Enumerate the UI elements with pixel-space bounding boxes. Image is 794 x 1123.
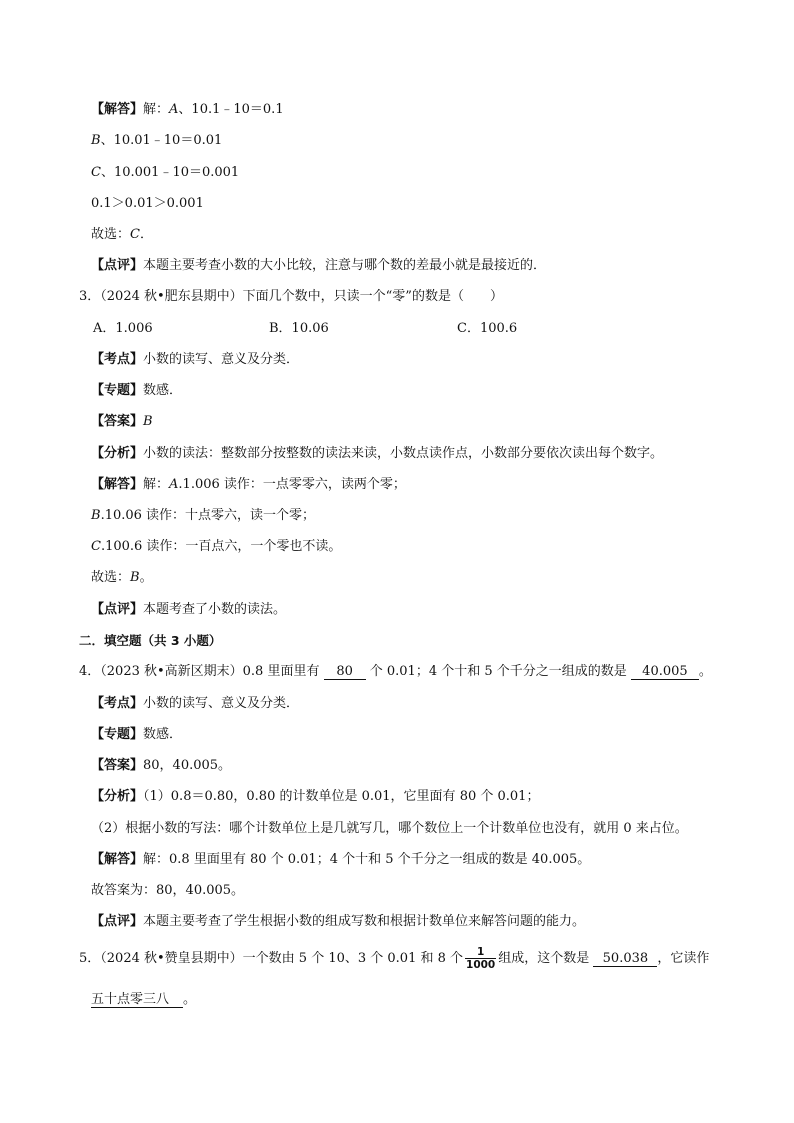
q3-solution-line1: 【解答】解：A.1.006 读作：一点零零六，读两个零； bbox=[91, 477, 406, 492]
q4-blank-1: 80 bbox=[324, 665, 366, 680]
q3-zhuanti: 【专题】数感． bbox=[91, 383, 183, 398]
q2-review: 【点评】本题主要考查小数的大小比较，注意与哪个数的差最小就是最接近的． bbox=[91, 258, 547, 273]
fraction: $\frac{1}{1000}$ bbox=[466, 946, 496, 971]
q2-solution-line3: C、10.001﹣10＝0.001 bbox=[91, 165, 240, 180]
section-heading: 二．填空题（共 3 小题） bbox=[79, 633, 222, 648]
q3-answer: 【答案】B bbox=[91, 414, 153, 429]
q4-analysis-1: 【分析】（1）0.8＝0.80，0.80 的计数单位是 0.01，它里面有 80 个 0.01； bbox=[91, 789, 540, 804]
q2-choice: 故选：C． bbox=[91, 227, 153, 242]
q5-stem-cont: 五十点零三八 。 bbox=[91, 992, 197, 1007]
q4-zhuanti: 【专题】数感． bbox=[91, 727, 183, 742]
q4-kaodian: 【考点】小数的读写、意义及分类． bbox=[91, 696, 300, 711]
q2-solution-line1: 【解答】解：A、10.1﹣10＝0.1 bbox=[91, 102, 284, 117]
q4-review: 【点评】本题主要考查了学生根据小数的组成写数和根据计数单位来解答问题的能力。 bbox=[91, 914, 586, 929]
q2-solution-line4: 0.1＞0.01＞0.001 bbox=[91, 196, 204, 211]
q4-final: 故答案为：80，40.005。 bbox=[91, 883, 245, 898]
q2-solution-line2: B、10.01﹣10＝0.01 bbox=[91, 133, 223, 148]
q5-stem: 5．（2024 秋•赞皇县期中）一个数由 5 个 10、3 个 0.01 和 8 个 $\frac{1}{1000}$ 组成，这个数是 50.038 ，它读作 bbox=[79, 946, 710, 971]
q5-blank-2: 五十点零三八 bbox=[91, 993, 183, 1008]
q3-kaodian: 【考点】小数的读写、意义及分类． bbox=[91, 352, 300, 367]
q3-choice: 故选：B。 bbox=[91, 570, 153, 585]
q3-review: 【点评】本题考查了小数的读法。 bbox=[91, 602, 287, 617]
q3-stem: 3．（2024 秋•肥东县期中）下面几个数中，只读一个“零”的数是（ ） bbox=[79, 289, 503, 304]
q4-stem: 4．（2023 秋•高新区期末）0.8 里面里有 80 个 0.01；4 个十和 5 个千分之一组成的数是 40.005 。 bbox=[79, 664, 712, 679]
review-tag: 【点评】 bbox=[91, 258, 144, 273]
q3-options bbox=[93, 321, 517, 337]
q3-option-c: C．100.6 bbox=[457, 321, 518, 336]
q3-analysis: 【分析】小数的读法：整数部分按整数的读法来读，小数点读作点，小数部分要依次读出每个数字。 bbox=[91, 446, 664, 461]
q3-option-a: A．1.006 bbox=[93, 321, 153, 336]
q4-answer: 【答案】80，40.005。 bbox=[91, 758, 232, 773]
q4-analysis-2: （2）根据小数的写法：哪个计数单位上是几就写几，哪个数位上一个计数单位也没有，就用 0 来占位。 bbox=[91, 821, 688, 836]
q3-solution-line3: C.100.6 读作：一百点六，一个零也不读。 bbox=[91, 539, 342, 554]
q3-option-b: B．10.06 bbox=[269, 321, 329, 336]
q3-solution-line2: B.10.06 读作：十点零六，读一个零； bbox=[91, 508, 316, 523]
q5-blank-1: 50.038 bbox=[593, 952, 657, 967]
q4-blank-2: 40.005 bbox=[631, 665, 699, 680]
solution-tag: 【解答】 bbox=[91, 102, 144, 117]
q4-solution: 【解答】解：0.8 里面里有 80 个 0.01；4 个十和 5 个千分之一组成的数是 40.005。 bbox=[91, 852, 591, 867]
